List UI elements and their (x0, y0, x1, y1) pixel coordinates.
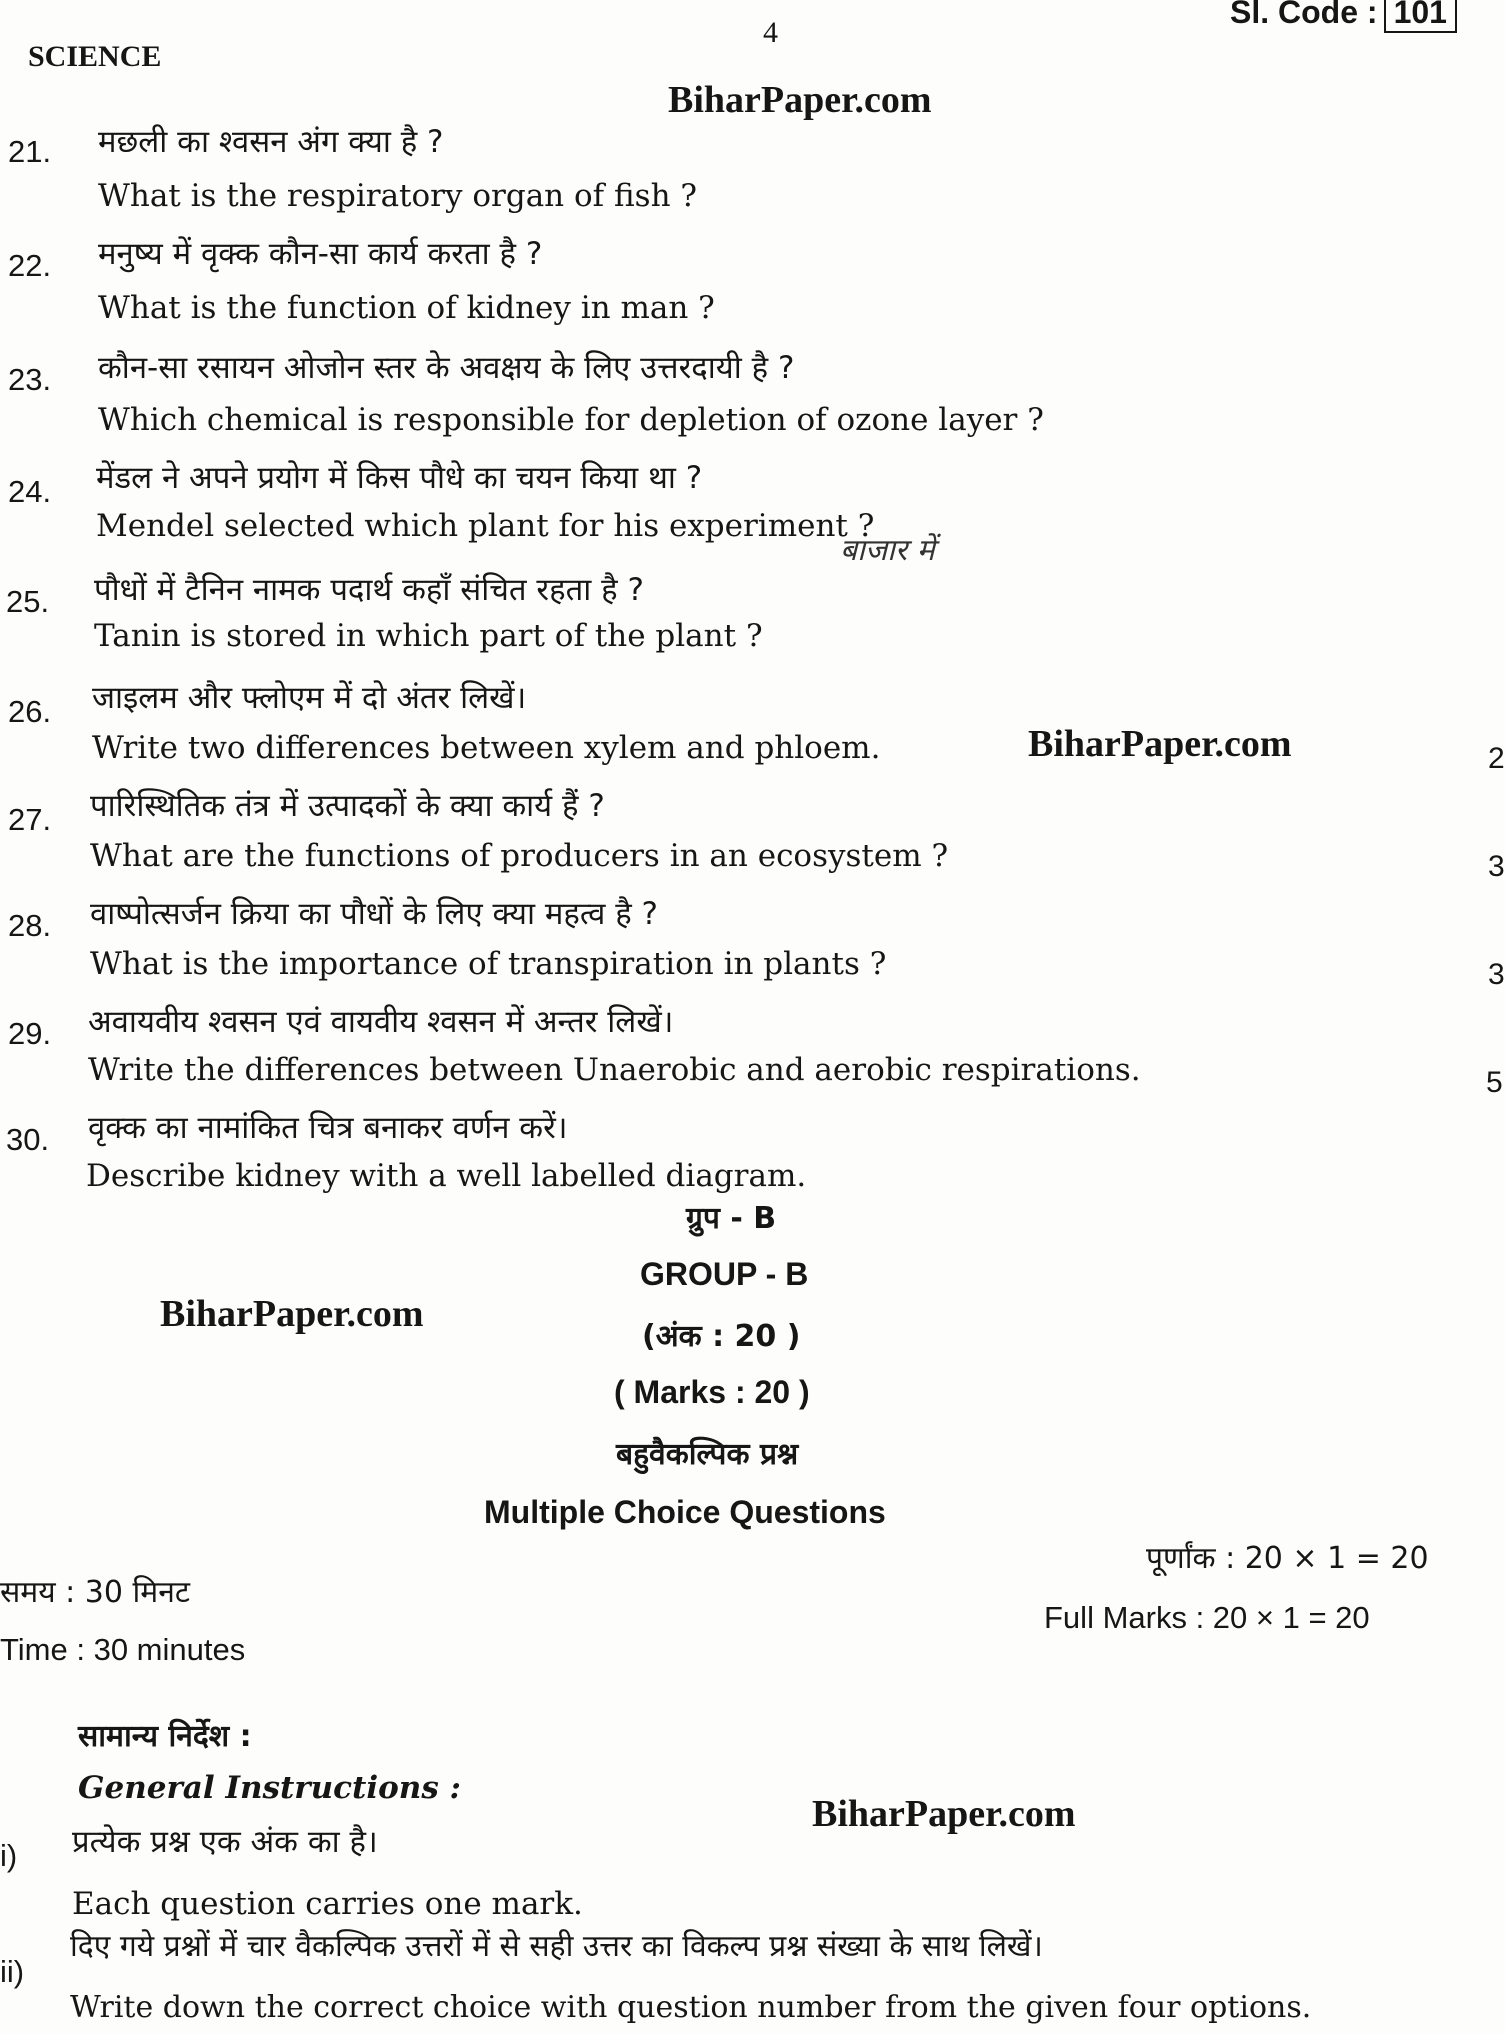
question-number: 21. (8, 134, 52, 169)
instruction-english: Each question carries one mark. (72, 1886, 583, 1922)
group-marks-english: ( Marks : 20 ) (614, 1374, 810, 1410)
question-hindi: जाइलम और फ्लोएम में दो अंतर लिखें। (92, 680, 527, 716)
instruction-number: ii) (0, 1954, 25, 1989)
instruction-number: i) (0, 1838, 18, 1873)
question-hindi: पारिस्थितिक तंत्र में उत्पादकों के क्या कार्य हैं ? (90, 788, 605, 824)
question-number: 30. (6, 1122, 50, 1157)
question-english: What are the functions of producers in an ecosystem ? (90, 838, 949, 874)
watermark: BiharPaper.com (668, 79, 932, 121)
question-number: 28. (8, 908, 52, 943)
instructions-heading-hindi: सामान्य निर्देश : (78, 1719, 252, 1754)
question-hindi: वृक्क का नामांकित चित्र बनाकर वर्णन करें। (88, 1110, 568, 1146)
question-number: 29. (8, 1016, 52, 1051)
question-english: Write the differences between Unaerobic and aerobic respirations. (88, 1052, 1141, 1088)
question-english: Tanin is stored in which part of the plant ? (94, 618, 763, 654)
question-english: What is the function of kidney in man ? (98, 290, 715, 326)
question-number: 24. (8, 474, 52, 509)
question-english: Describe kidney with a well labelled diagram. (86, 1158, 807, 1194)
page-number: 4 (763, 16, 778, 49)
full-marks-english: Full Marks : 20 × 1 = 20 (1044, 1600, 1370, 1635)
watermark: BiharPaper.com (1028, 723, 1292, 765)
serial-code-label: Sl. Code : (1230, 0, 1378, 30)
question-hindi: कौन-सा रसायन ओजोन स्तर के अवक्षय के लिए उत्तरदायी है ? (98, 350, 795, 386)
marks-value: 3 (1488, 850, 1505, 883)
serial-code (1230, 0, 1457, 33)
question-english: What is the respiratory organ of fish ? (98, 178, 698, 214)
question-hindi: पौधों में टैनिन नामक पदार्थ कहाँ संचित रहता है ? (94, 572, 644, 608)
marks-value: 5 (1486, 1066, 1503, 1099)
question-english: Mendel selected which plant for his experiment ? (96, 508, 875, 544)
group-title-hindi: ग्रुप - B (686, 1201, 777, 1236)
section-type-english: Multiple Choice Questions (484, 1494, 886, 1530)
question-number: 25. (6, 584, 50, 619)
instruction-hindi: दिए गये प्रश्नों में चार वैकल्पिक उत्तरों में से सही उत्तर का विकल्प प्रश्न संख्या के साथ लिखें। (70, 1929, 1043, 1964)
watermark: BiharPaper.com (812, 1793, 1076, 1835)
question-number: 27. (8, 802, 52, 837)
question-hindi: मनुष्य में वृक्क कौन-सा कार्य करता है ? (98, 236, 543, 272)
question-english: Write two differences between xylem and phloem. (92, 730, 881, 766)
serial-code-value: 101 (1384, 0, 1457, 33)
subject-title: SCIENCE (28, 40, 162, 73)
time-hindi: समय : 30 मिनट (0, 1575, 190, 1610)
instructions-heading-english: General Instructions : (78, 1770, 462, 1806)
section-type-hindi: बहुवैकल्पिक प्रश्न (616, 1437, 799, 1472)
question-hindi: मेंडल ने अपने प्रयोग में किस पौधे का चयन किया था ? (96, 460, 703, 496)
question-english: What is the importance of transpiration in plants ? (90, 946, 887, 982)
group-marks-hindi: (अंक : 20 ) (642, 1319, 801, 1354)
question-hindi: अवायवीय श्वसन एवं वायवीय श्वसन में अन्तर लिखें। (88, 1004, 674, 1040)
instruction-hindi: प्रत्येक प्रश्न एक अंक का है। (72, 1824, 378, 1860)
full-marks-hindi: पूर्णांक : 20 × 1 = 20 (1146, 1541, 1429, 1576)
marks-value: 2 (1488, 742, 1505, 775)
question-hindi: वाष्पोत्सर्जन क्रिया का पौधों के लिए क्या महत्व है ? (90, 896, 658, 932)
question-english: Which chemical is responsible for depletion of ozone layer ? (98, 402, 1044, 438)
question-number: 22. (8, 248, 52, 283)
time-english: Time : 30 minutes (0, 1632, 246, 1667)
question-hindi: मछली का श्वसन अंग क्या है ? (98, 124, 444, 160)
question-number: 26. (8, 694, 52, 729)
marks-value: 3 (1488, 958, 1505, 991)
watermark: BiharPaper.com (160, 1293, 424, 1335)
handwritten-note: बाजार में (840, 533, 935, 568)
group-title-english: GROUP - B (640, 1256, 809, 1292)
question-number: 23. (8, 362, 52, 397)
instruction-english: Write down the correct choice with question number from the given four options. (70, 1990, 1312, 2025)
